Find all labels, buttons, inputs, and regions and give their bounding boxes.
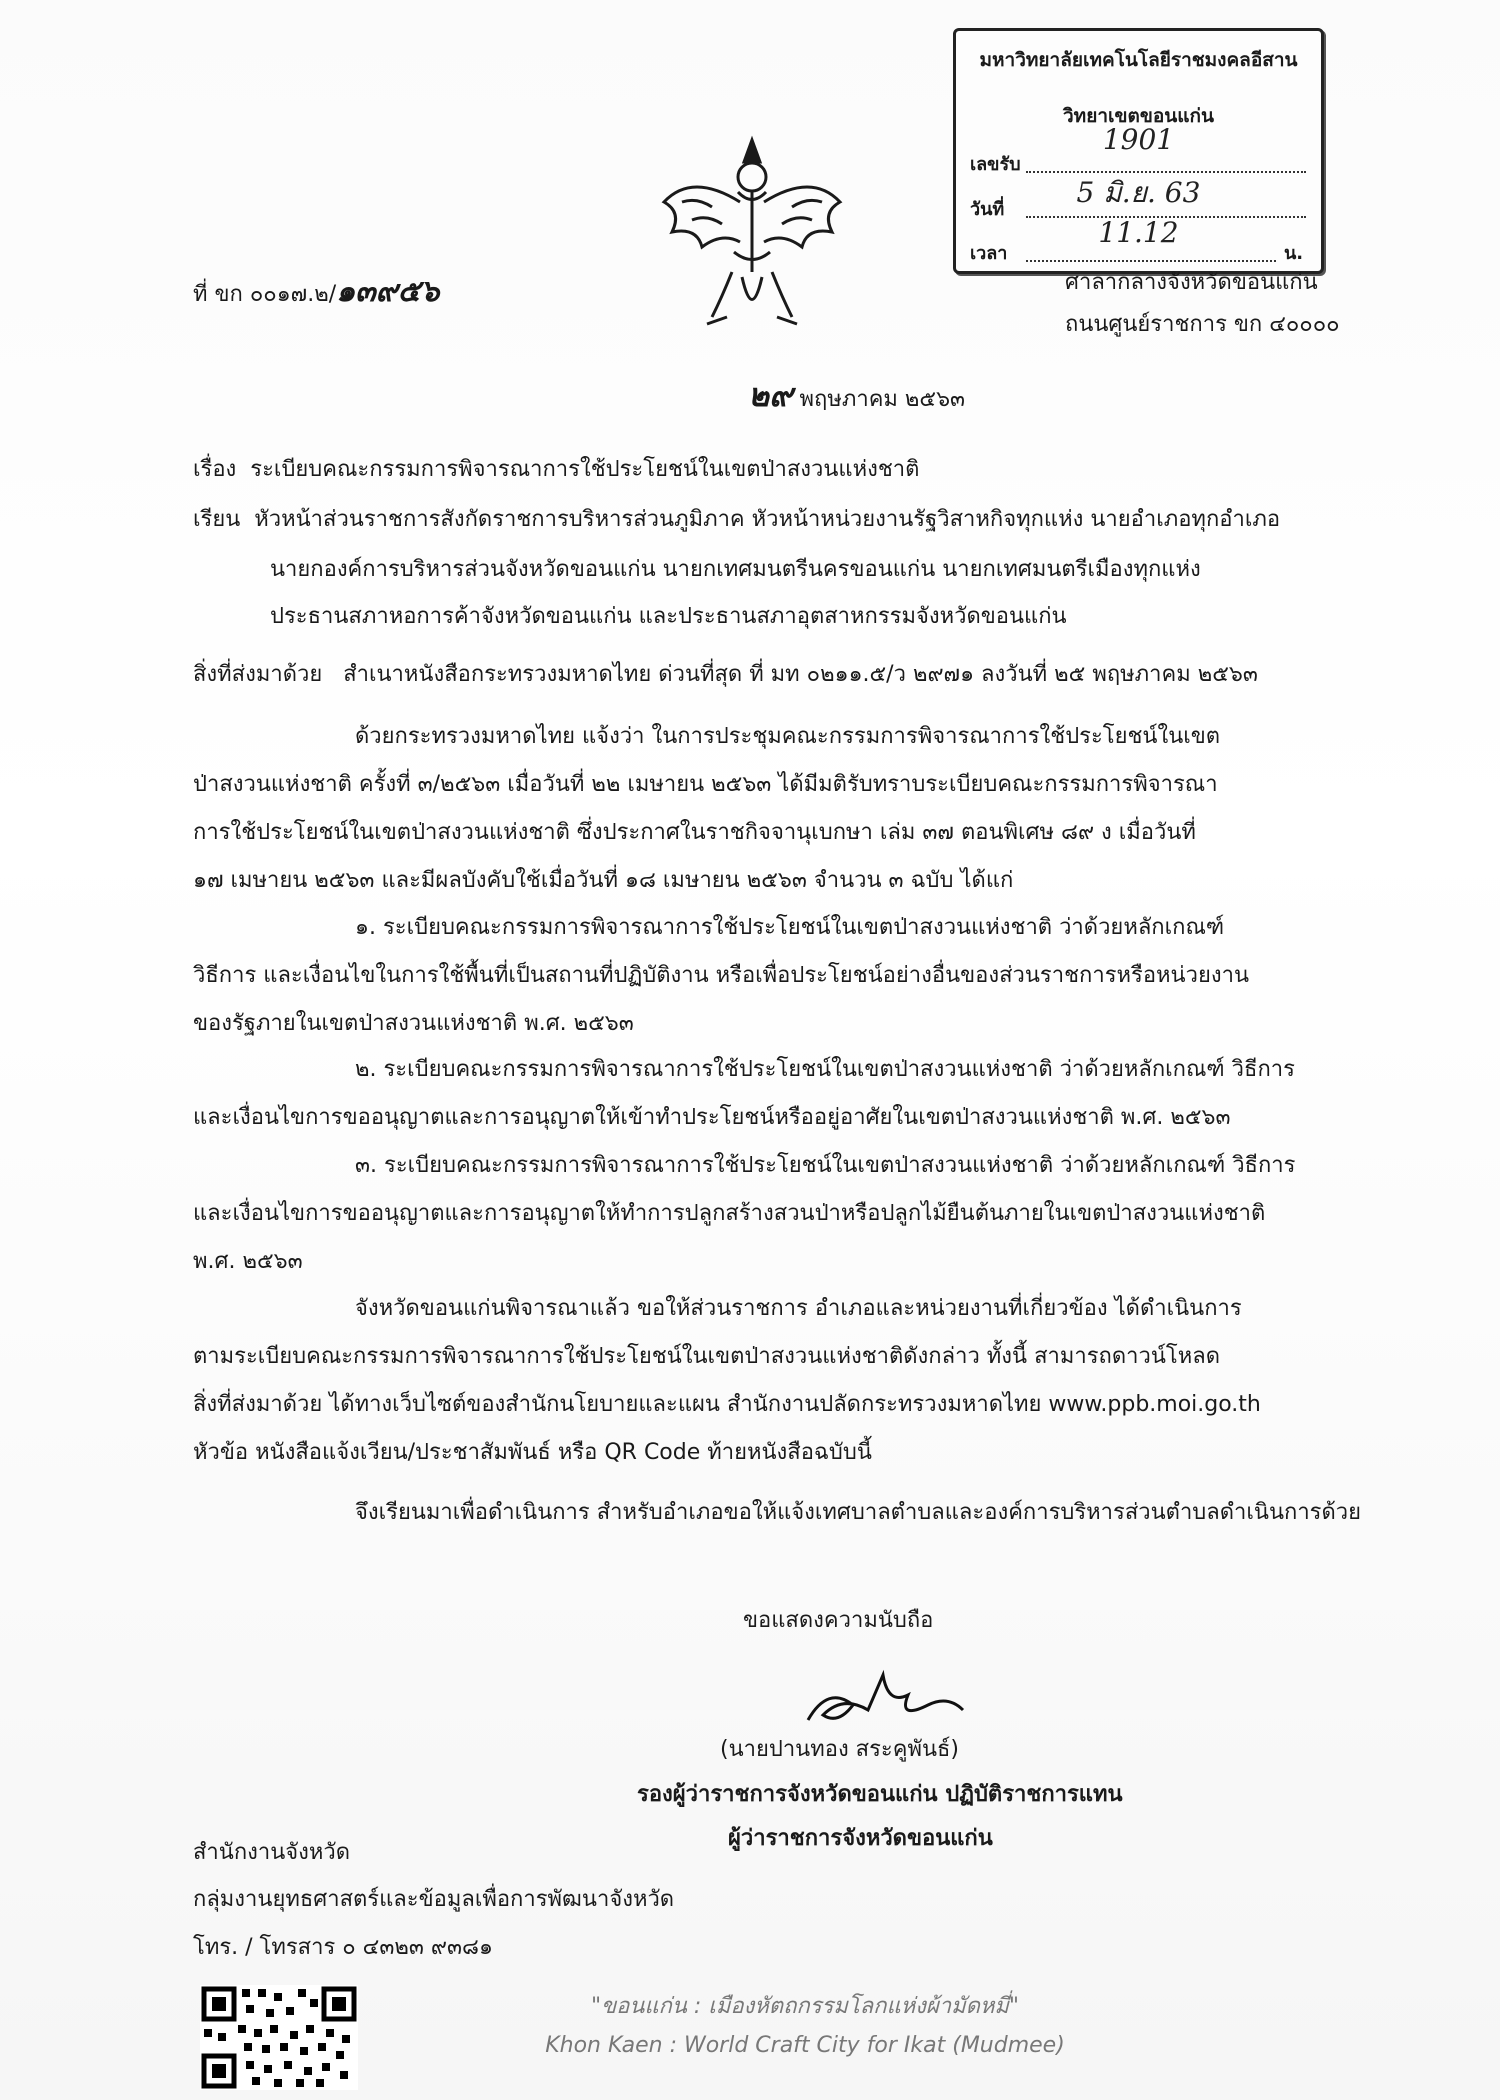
recipients-line-1 xyxy=(193,505,1280,535)
subject-text: ระเบียบคณะกรรมการพิจารณาการใช้ประโยชน์ในเขตป่าสงวนแห่งชาติ xyxy=(250,457,920,482)
issuing-office xyxy=(1065,268,1340,340)
stamp-received-label: เลขรับ xyxy=(970,154,1021,175)
signer-position-1: รองผู้ว่าราชการจังหวัดขอนแก่น ปฏิบัติราชการแทน xyxy=(637,1782,1123,1807)
stamp-time-label: เวลา xyxy=(970,243,1008,264)
item-2-line-2: และเงื่อนไขการขออนุญาตและการอนุญาตให้เข้าทำประโยชน์หรืออยู่อาศัยในเขตป่าสงวนแห่งชาติ พ.ศ. ๒๕๖๓ xyxy=(193,1105,1231,1130)
stamp-time-unit: น. xyxy=(1284,243,1304,264)
footer-slogan-english: Khon Kaen : World Craft City for Ikat (Mudmee) xyxy=(545,2033,1065,2058)
item-3-line-3: พ.ศ. ๒๕๖๓ xyxy=(193,1249,303,1274)
reference-prefix: ที่ ขก ๐๐๑๗.๒/ xyxy=(193,282,337,307)
closing-salutation: ขอแสดงความนับถือ xyxy=(743,1608,934,1633)
body-p2-line-3: สิ่งที่ส่งมาด้วย ได้ทางเว็บไซต์ของสำนักนโยบายและแผน สำนักงานปลัดกระทรวงมหาดไทย www.ppb.moi.go.th xyxy=(193,1392,1261,1417)
recipients-line-2: นายกองค์การบริหารส่วนจังหวัดขอนแก่น นายกเทศมนตรีนครขอนแก่น นายกเทศมนตรีเมืองทุกแห่ง xyxy=(270,557,1201,582)
signer-position-2: ผู้ว่าราชการจังหวัดขอนแก่น xyxy=(728,1826,993,1851)
recipients-text-1: หัวหน้าส่วนราชการสังกัดราชการบริหารส่วนภูมิภาค หัวหน้าหน่วยงานรัฐวิสาหกิจทุกแห่ง นายอำเภอทุกอำเภอ xyxy=(254,507,1281,532)
recipients-label: เรียน xyxy=(193,507,241,532)
body-p1-line-2: ป่าสงวนแห่งชาติ ครั้งที่ ๓/๒๕๖๓ เมื่อวันที่ ๒๒ เมษายน ๒๕๖๓ ได้มีมติรับทราบระเบียบคณะกรรมการพิจารณา xyxy=(193,772,1218,797)
body-p1-line-3: การใช้ประโยชน์ในเขตป่าสงวนแห่งชาติ ซึ่งประกาศในราชกิจจานุเบกษา เล่ม ๓๗ ตอนพิเศษ ๘๙ ง เมื่อวันที่ xyxy=(193,820,1196,845)
item-1-line-2: วิธีการ และเงื่อนไขในการใช้พื้นที่เป็นสถานที่ปฏิบัติงาน หรือเพื่อประโยชน์อย่างอื่นของส่วนราชการหรือหน่วยงาน xyxy=(193,963,1249,988)
signature-icon xyxy=(798,1665,968,1735)
subject-line xyxy=(193,455,919,485)
receipt-stamp xyxy=(953,28,1324,274)
document-date xyxy=(748,376,966,415)
reference-handwritten: ๑๓๙๕๖ xyxy=(336,274,440,309)
body-p1-line-4: ๑๗ เมษายน ๒๕๖๓ และมีผลบังคับใช้เมื่อวันที่ ๑๘ เมษายน ๒๕๖๓ จำนวน ๓ ฉบับ ได้แก่ xyxy=(193,868,1014,893)
enclosure-line xyxy=(193,660,1258,690)
recipients-line-3: ประธานสภาหอการค้าจังหวัดขอนแก่น และประธานสภาอุตสาหกรรมจังหวัดขอนแก่น xyxy=(270,604,1067,629)
stamp-date-value: 5 มิ.ย. 63 xyxy=(1076,176,1201,209)
enclosure-text: สำเนาหนังสือกระทรวงมหาดไทย ด่วนที่สุด ที่ มท ๐๒๑๑.๕/ว ๒๙๗๑ ลงวันที่ ๒๕ พฤษภาคม ๒๕๖๓ xyxy=(343,662,1258,687)
office-line-2: ถนนศูนย์ราชการ ขก ๔๐๐๐๐ xyxy=(1065,312,1340,337)
stamp-campus: วิทยาเขตขอนแก่น xyxy=(1063,105,1214,127)
item-3-line-2: และเงื่อนไขการขออนุญาตและการอนุญาตให้ทำการปลูกสร้างสวนป่าหรือปลูกไม้ยืนต้นภายในเขตป่าสงวนแห่งชาติ xyxy=(193,1201,1266,1226)
item-2-line-1: ๒. ระเบียบคณะกรรมการพิจารณาการใช้ประโยชน์ในเขตป่าสงวนแห่งชาติ ว่าด้วยหลักเกณฑ์ วิธีการ xyxy=(355,1057,1295,1082)
garuda-emblem-icon xyxy=(652,132,852,332)
department-division: กลุ่มงานยุทธศาสตร์และข้อมูลเพื่อการพัฒนาจังหวัด xyxy=(193,1887,675,1912)
signer-name: (นายปานทอง สระคูพันธ์) xyxy=(720,1737,960,1762)
department-phone: โทร. / โทรสาร ๐ ๔๓๒๓ ๙๓๘๑ xyxy=(193,1935,493,1960)
subject-label: เรื่อง xyxy=(193,457,237,482)
body-p2-line-4: หัวข้อ หนังสือแจ้งเวียน/ประชาสัมพันธ์ หรือ QR Code ท้ายหนังสือฉบับนี้ xyxy=(193,1440,872,1465)
body-p3: จึงเรียนมาเพื่อดำเนินการ สำหรับอำเภอขอให้แจ้งเทศบาลตำบลและองค์การบริหารส่วนตำบลดำเนินการด้วย xyxy=(355,1500,1362,1525)
stamp-received-no: 1901 xyxy=(1102,123,1175,156)
item-1-line-1: ๑. ระเบียบคณะกรรมการพิจารณาการใช้ประโยชน์ในเขตป่าสงวนแห่งชาติ ว่าด้วยหลักเกณฑ์ xyxy=(355,915,1225,940)
item-1-line-3: ของรัฐภายในเขตป่าสงวนแห่งชาติ พ.ศ. ๒๕๖๓ xyxy=(193,1011,634,1036)
body-p2-line-2: ตามระเบียบคณะกรรมการพิจารณาการใช้ประโยชน์ในเขตป่าสงวนแห่งชาติดังกล่าว ทั้งนี้ สามารถดาวน์โหลด xyxy=(193,1344,1220,1369)
date-day-handwritten: ๒๙ xyxy=(748,376,793,414)
body-p2-line-1: จังหวัดขอนแก่นพิจารณาแล้ว ขอให้ส่วนราชการ อำเภอและหน่วยงานที่เกี่ยวข้อง ได้ดำเนินการ xyxy=(355,1296,1242,1321)
item-3-line-1: ๓. ระเบียบคณะกรรมการพิจารณาการใช้ประโยชน์ในเขตป่าสงวนแห่งชาติ ว่าด้วยหลักเกณฑ์ วิธีการ xyxy=(355,1153,1296,1178)
date-month-year: พฤษภาคม ๒๕๖๓ xyxy=(799,387,966,412)
stamp-time-value: 11.12 xyxy=(1098,216,1179,249)
stamp-date-label: วันที่ xyxy=(970,199,1005,220)
office-line-1: ศาลากลางจังหวัดขอนแก่น xyxy=(1065,270,1318,295)
reference-number xyxy=(193,274,440,310)
enclosure-label: สิ่งที่ส่งมาด้วย xyxy=(193,662,323,687)
body-p1-line-1: ด้วยกระทรวงมหาดไทย แจ้งว่า ในการประชุมคณะกรรมการพิจารณาการใช้ประโยชน์ในเขต xyxy=(355,724,1221,749)
department-office: สำนักงานจังหวัด xyxy=(193,1840,351,1865)
footer-slogan-thai: "ขอนแก่น : เมืองหัตถกรรมโลกแห่งผ้ามัดหมี่" xyxy=(590,1994,1020,2019)
stamp-university: มหาวิทยาลัยเทคโนโลยีราชมงคลอีสาน xyxy=(979,49,1298,71)
